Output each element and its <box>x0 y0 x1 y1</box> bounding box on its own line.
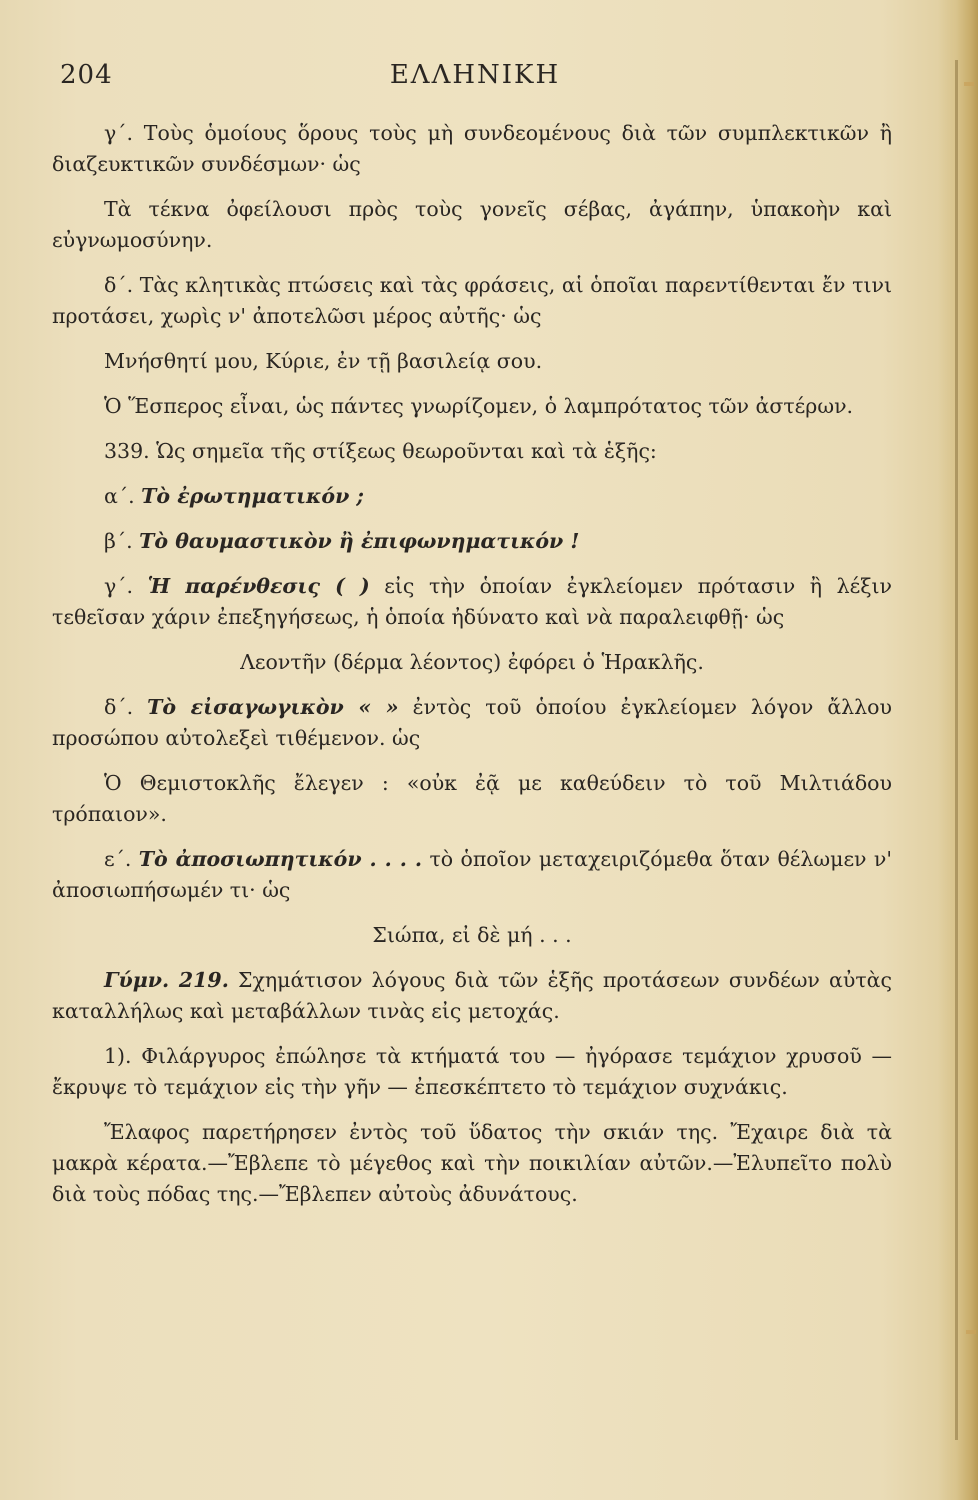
binding-shadow <box>955 60 958 1440</box>
example: Ὁ Θεμιστοκλῆς ἔλεγεν : «οὐκ ἐᾷ με καθεύδειν τὸ τοῦ Μιλτιάδου τρόπαιον». <box>52 771 892 826</box>
exercise-label: Γύμν. 219. <box>104 968 229 992</box>
definition: τὸ ὁποῖον μεταχειριζόμεθα ὅταν θέλωμεν ν' ἀποσιωπήσωμέν τι· ὡς <box>52 847 892 902</box>
page-number: 204 <box>60 60 113 90</box>
list-marker: β΄. <box>104 529 133 553</box>
list-item <box>52 692 892 754</box>
list-item <box>52 571 892 633</box>
exercise-text: Σχημάτισον λόγους διὰ τῶν ἑξῆς προτάσεων συνδέων αὐτὰς καταλλήλως καὶ μεταβάλλων τινὰς εἰς μετοχάς. <box>52 968 892 1023</box>
exercise <box>52 965 892 1027</box>
paragraph: δ΄. Τὰς κλητικὰς πτώσεις καὶ τὰς φράσεις, αἱ ὁποῖαι παρεντίθενται ἔν τινι προτάσει, χωρὶς ν' ἀποτελῶσι μέρος αὐτῆς· ὡς <box>52 273 892 328</box>
list-marker: ε΄. <box>104 847 132 871</box>
example: Τὰ τέκνα ὀφείλουσι πρὸς τοὺς γονεῖς σέβας, ἀγάπην, ὑπακοὴν καὶ εὐγνωμοσύνην. <box>52 197 892 252</box>
running-title: ΕΛΛΗΝΙΚΗ <box>389 60 561 90</box>
definition: εἰς τὴν ὁποίαν ἐγκλείομεν πρότασιν ἢ λέξιν τεθεῖσαν χάριν ἐπεξηγήσεως, ἡ ὁποία ἠδύνατο καὶ νὰ παραλειφθῇ· ὡς <box>52 574 892 629</box>
example: Σιώπα, εἰ δὲ μή . . . <box>372 923 572 947</box>
list-marker: δ΄. <box>104 695 134 719</box>
paragraph: γ΄. Τοὺς ὁμοίους ὅρους τοὺς μὴ συνδεομένους διὰ τῶν συμπλεκτικῶν ἢ διαζευκτικῶν συνδέσμων· ὡς <box>52 121 892 176</box>
term: Τὸ θαυμαστικὸν ἢ ἐπιφωνηματικόν ! <box>139 529 580 553</box>
example: Ὁ Ἕσπερος εἶναι, ὡς πάντες γνωρίζομεν, ὁ λαμπρότατος τῶν ἀστέρων. <box>104 394 854 418</box>
example: Λεοντῆν (δέρμα λέοντος) ἐφόρει ὁ Ἡρακλῆς. <box>240 650 704 674</box>
list-marker: α΄. <box>104 484 135 508</box>
term: Ἡ παρένθεσις ( ) <box>147 574 370 598</box>
term: Τὸ ἀποσιωπητικόν . . . . <box>138 847 423 871</box>
list-item <box>52 844 892 906</box>
edge-stain <box>966 1330 976 1334</box>
exercise-item: Ἔλαφος παρετήρησεν ἐντὸς τοῦ ὕδατος τὴν σκιάν της. Ἔχαιρε διὰ τὰ μακρὰ κέρατα.—Ἔβλεπε τὸ μέγεθος καὶ τὴν ποικιλίαν αὐτῶν.—Ἐλυπεῖτο πολὺ διὰ τοὺς πόδας της.—Ἔβλεπεν αὐτοὺς ἀδυνάτους. <box>52 1120 892 1206</box>
example: Μνήσθητί μου, Κύριε, ἐν τῇ βασιλείᾳ σου. <box>104 349 543 373</box>
list-marker: γ΄. <box>104 574 134 598</box>
term: Τὸ εἰσαγωγικὸν « » <box>147 695 399 719</box>
page-body <box>52 118 892 1224</box>
page-header <box>60 60 890 100</box>
list-item <box>52 481 892 512</box>
edge-stain <box>964 82 974 86</box>
page-edge <box>938 0 978 1500</box>
list-item <box>52 526 892 557</box>
section-339: 339. Ὡς σημεῖα τῆς στίξεως θεωροῦνται καὶ τὰ ἑξῆς: <box>104 439 657 463</box>
definition: ἐντὸς τοῦ ὁποίου ἐγκλείομεν λόγον ἄλλου προσώπου αὐτολεξεὶ τιθέμενον. ὡς <box>52 695 892 750</box>
exercise-item: 1). Φιλάργυρος ἐπώλησε τὰ κτήματά του — ἠγόρασε τεμάχιον χρυσοῦ — ἔκρυψε τὸ τεμάχιον εἰς τὴν γῆν — ἐπεσκέπτετο τὸ τεμάχιον συχνάκις. <box>52 1044 892 1099</box>
term: Τὸ ἐρωτηματικόν ; <box>141 484 364 508</box>
